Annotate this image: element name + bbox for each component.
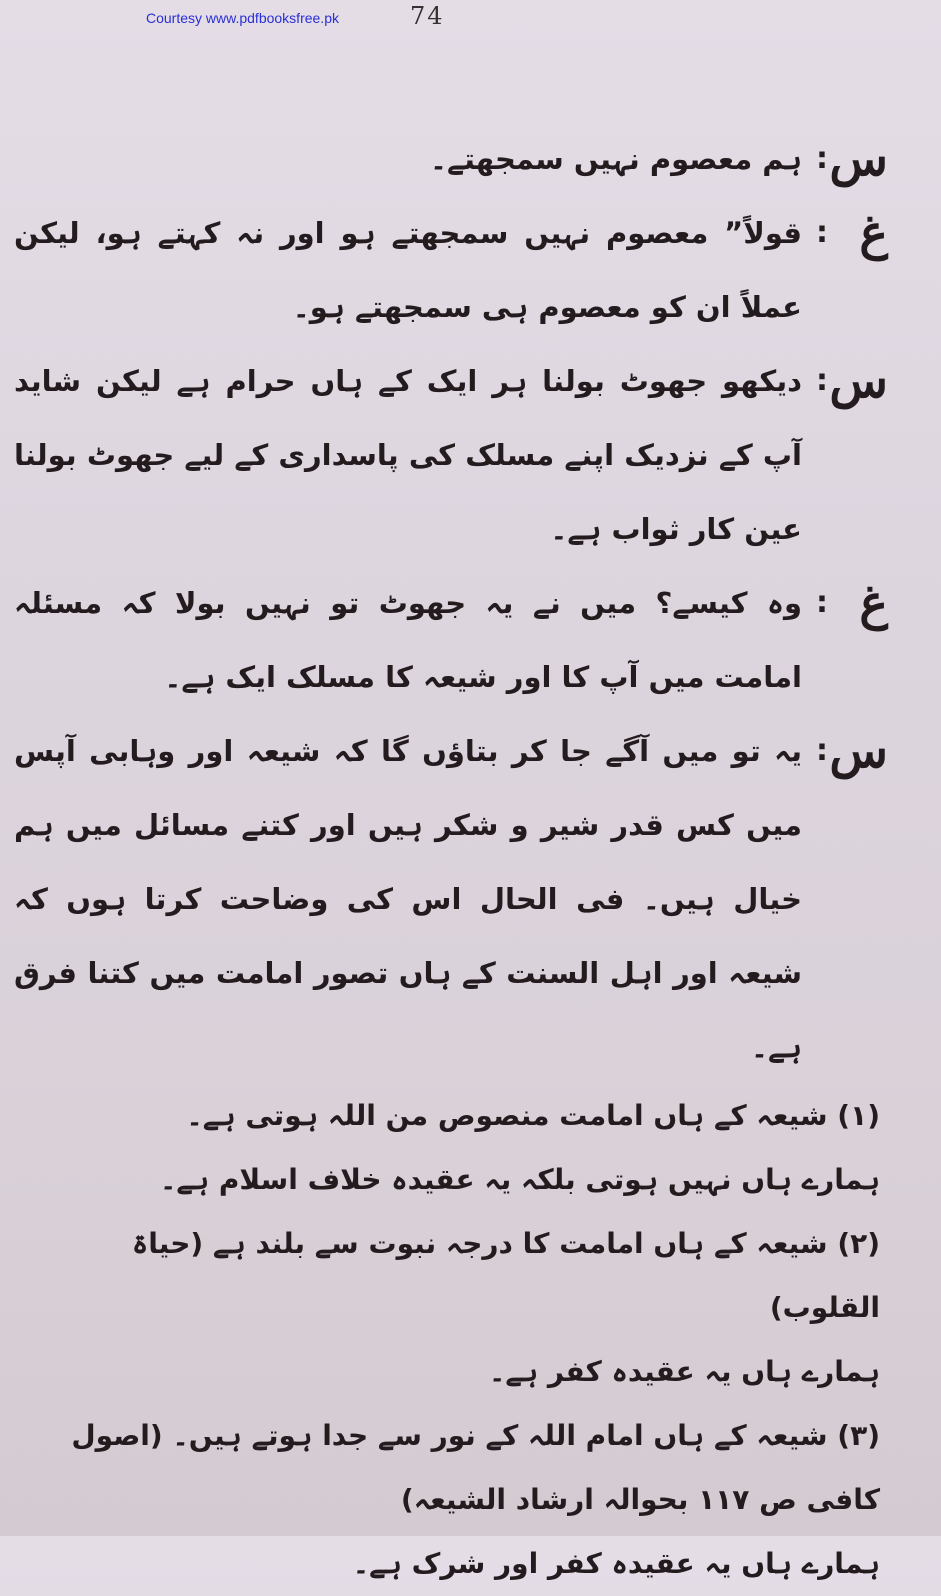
dialogue-entry (14, 566, 894, 714)
speaker-colon: : (816, 363, 828, 398)
speaker-label: غ (859, 205, 888, 261)
speaker-label: س (829, 131, 888, 187)
page-number: 74 (410, 2, 445, 30)
dialogue-text: ہم معصوم نہیں سمجھتے۔ (429, 142, 802, 176)
dialogue-entry (14, 344, 894, 566)
speaker-colon: : (816, 141, 828, 176)
dialogue-entry (14, 196, 894, 344)
point-line: (۱) شیعہ کے ہاں امامت منصوص من اللہ ہوتی ہے۔ (186, 1099, 880, 1132)
point-line: ہمارے ہاں یہ عقیدہ کفر اور شرک ہے۔ (352, 1547, 880, 1580)
speaker-label: غ (859, 575, 888, 631)
dialogue-text: دیکھو جھوٹ بولنا ہر ایک کے ہاں حرام ہے لیکن شاید آپ کے نزدیک اپنے مسلک کی پاسداری کے لیے جھوٹ بولنا عین کار ثواب ہے۔ (14, 364, 802, 546)
point-line: ہمارے ہاں یہ عقیدہ کفر ہے۔ (488, 1355, 880, 1388)
speaker-label: س (829, 723, 888, 779)
point-line: (۲) شیعہ کے ہاں امامت کا درجہ نبوت سے بلند ہے (حیاۃ القلوب) (131, 1227, 880, 1324)
speaker-colon: : (816, 585, 828, 620)
courtesy-link[interactable]: Courtesy www.pdfbooksfree.pk (146, 10, 339, 26)
point-line: (۳) شیعہ کے ہاں امام اللہ کے نور سے جدا ہوتے ہیں۔ (اصول کافی ص ۱۱۷ بحوالہ ارشاد الشیعہ) (71, 1419, 880, 1516)
speaker-colon: : (816, 215, 828, 250)
point-line: ہمارے ہاں نہیں ہوتی بلکہ یہ عقیدہ خلاف اسلام ہے۔ (159, 1163, 880, 1196)
speaker-colon: : (816, 733, 828, 768)
dialogue-entry (14, 122, 894, 196)
point-list (14, 1084, 894, 1596)
speaker-label: س (829, 353, 888, 409)
dialogue-text: قولاً” معصوم نہیں سمجھتے ہو اور نہ کہتے ہو، لیکن عملاً ان کو معصوم ہی سمجھتے ہو۔ (14, 216, 802, 324)
dialogue-text: وہ کیسے؟ میں نے یہ جھوٹ تو نہیں بولا کہ مسئلہ امامت میں آپ کا اور شیعہ کا مسلک ایک ہے۔ (14, 586, 802, 694)
page-body (14, 122, 894, 1596)
dialogue-entry (14, 714, 894, 1084)
dialogue-text: یہ تو میں آگے جا کر بتاؤں گا کہ شیعہ اور وہابی آپس میں کس قدر شیر و شکر ہیں اور کتنے مسائل میں ہم خیال ہیں۔ فی الحال اس کی وضاحت کرتا ہوں کہ شیعہ اور اہل السنت کے ہاں تصور امامت میں کتنا فرق ہے۔ (14, 734, 802, 1064)
